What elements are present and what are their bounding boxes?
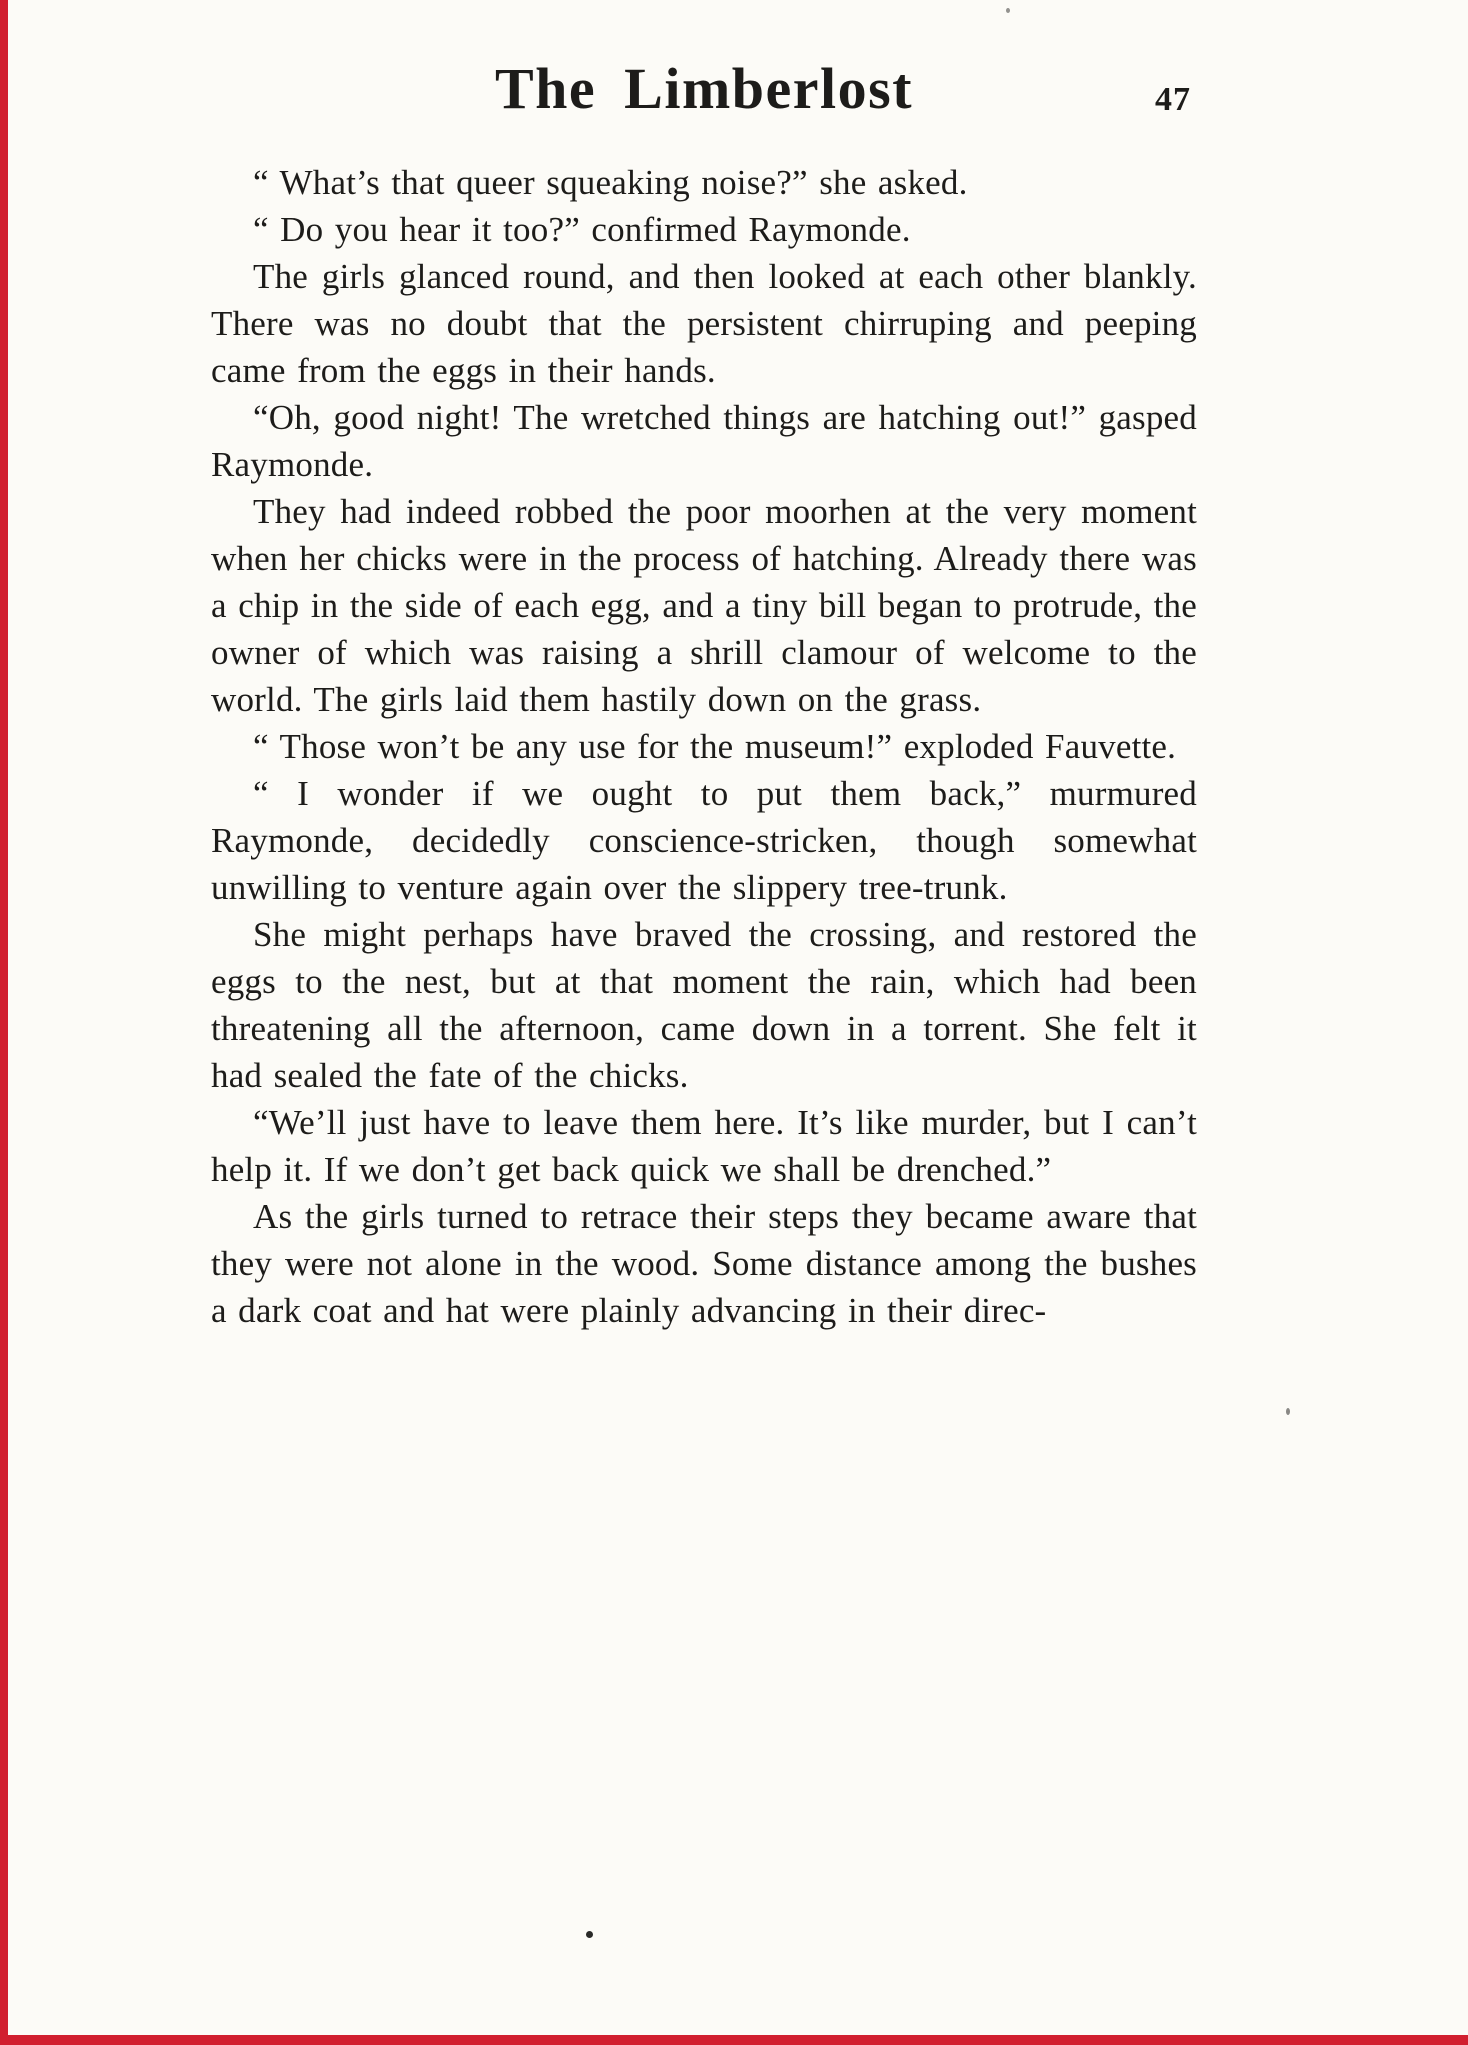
page-body bbox=[211, 159, 1197, 1334]
paragraph: They had indeed robbed the poor moorhen at the very moment when her chicks were in the process of hatching. Already there was a chip in the side of each egg, and a tiny bill began to protrude, the owner of which was raising a shrill clamour of welcome to the world. The girls laid them hastily down on the grass. bbox=[211, 491, 1197, 719]
page-title: The Limberlost bbox=[494, 56, 914, 121]
paragraph: The girls glanced round, and then looked at each other blankly. There was no doubt that the persistent chirruping and peeping came from the eggs in their hands. bbox=[211, 256, 1197, 390]
scan-speck bbox=[586, 1931, 593, 1938]
page-header bbox=[211, 0, 1197, 123]
paragraph: “ I wonder if we ought to put them back,” murmured Raymonde, decidedly conscience-stricken, though somewhat unwilling to venture again over the slippery tree-trunk. bbox=[211, 773, 1197, 907]
page-edge-bottom bbox=[0, 2035, 1468, 2045]
page-number: 47 bbox=[1155, 80, 1191, 118]
paragraph: “We’ll just have to leave them here. It’s like murder, but I can’t help it. If we don’t get back quick we shall be drenched.” bbox=[211, 1102, 1197, 1189]
scan-speck bbox=[1286, 1408, 1290, 1415]
scan-speck bbox=[1006, 8, 1010, 13]
paragraph: “Oh, good night! The wretched things are hatching out!” gasped Raymonde. bbox=[211, 397, 1197, 484]
paragraph: She might perhaps have braved the crossing, and restored the eggs to the nest, but at that moment the rain, which had been threatening all the afternoon, came down in a torrent. She felt it had sealed the fate of the chicks. bbox=[211, 914, 1197, 1095]
paragraph: As the girls turned to retrace their steps they became aware that they were not alone in the wood. Some distance among the bushes a dark coat and hat were plainly advancing in their direc- bbox=[211, 1196, 1197, 1330]
paragraph: “ Those won’t be any use for the museum!” exploded Fauvette. bbox=[253, 726, 1177, 766]
paragraph: “ What’s that queer squeaking noise?” she asked. bbox=[253, 162, 968, 202]
paragraph: “ Do you hear it too?” confirmed Raymonde. bbox=[253, 209, 911, 249]
page-edge-left bbox=[0, 0, 8, 2045]
